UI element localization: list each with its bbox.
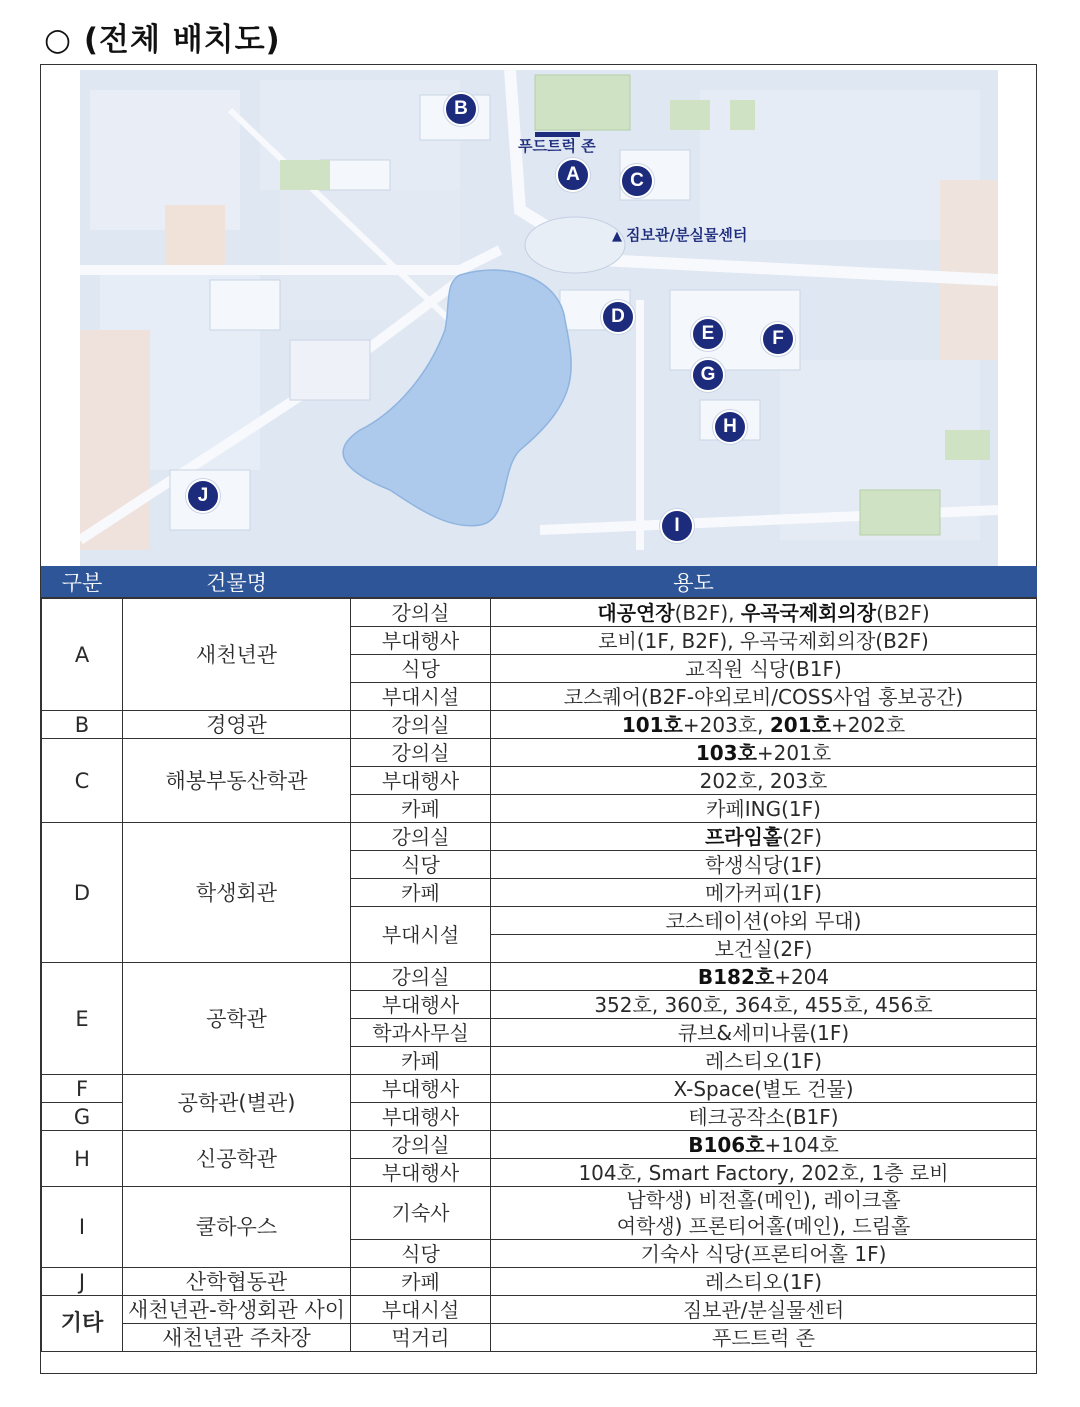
usage-cell: 푸드트럭 존 (491, 1324, 1037, 1352)
map-label-storage-text: 짐보관/분실물센터 (626, 226, 748, 244)
type-cell: 먹거리 (351, 1324, 491, 1352)
table-row (42, 739, 1037, 767)
usage-cell: 104호, Smart Factory, 202호, 1층 로비 (491, 1159, 1037, 1187)
code-cell: 기타 (42, 1296, 123, 1352)
usage-cell: 테크공작소(B1F) (491, 1103, 1037, 1131)
table-row (42, 1131, 1037, 1159)
pin-icon: ▲ (612, 229, 622, 244)
table-row (42, 711, 1037, 739)
building-cell: 경영관 (123, 711, 351, 739)
map-marker-h: H (713, 410, 747, 444)
building-cell: 공학관(별관) (123, 1075, 351, 1131)
usage-cell: B106호+104호 (491, 1131, 1037, 1159)
code-cell: J (42, 1268, 123, 1296)
type-cell: 카페 (351, 1047, 491, 1075)
type-cell: 강의실 (351, 711, 491, 739)
type-cell: 부대행사 (351, 767, 491, 795)
usage-cell: 짐보관/분실물센터 (491, 1296, 1037, 1324)
header-usage: 용도 (351, 567, 1037, 599)
map-marker-b: B (444, 92, 478, 126)
map-marker-d: D (601, 300, 635, 334)
type-cell: 학과사무실 (351, 1019, 491, 1047)
map-label-storage (612, 224, 747, 245)
building-cell: 공학관 (123, 963, 351, 1075)
type-cell: 부대시설 (351, 683, 491, 711)
map-label-foodtruck: 푸드트럭 존 (518, 137, 596, 155)
map-marker-c: C (620, 164, 654, 198)
code-cell: B (42, 711, 123, 739)
building-cell: 학생회관 (123, 823, 351, 963)
type-cell: 강의실 (351, 598, 491, 627)
table-header-row (42, 567, 1037, 599)
usage-cell: B182호+204 (491, 963, 1037, 991)
type-cell: 부대행사 (351, 1103, 491, 1131)
building-cell: 해봉부동산학관 (123, 739, 351, 823)
type-cell: 강의실 (351, 739, 491, 767)
usage-cell: 352호, 360호, 364호, 455호, 456호 (491, 991, 1037, 1019)
usage-cell: 큐브&세미나룸(1F) (491, 1019, 1037, 1047)
building-cell: 산학협동관 (123, 1268, 351, 1296)
usage-cell: 101호+203호, 201호+202호 (491, 711, 1037, 739)
header-building: 건물명 (123, 567, 351, 599)
building-cell: 새천년관 주차장 (123, 1324, 351, 1352)
type-cell: 부대행사 (351, 627, 491, 655)
type-cell: 기숙사 (351, 1187, 491, 1240)
building-cell: 쿨하우스 (123, 1187, 351, 1268)
type-cell: 강의실 (351, 1131, 491, 1159)
type-cell: 부대행사 (351, 1075, 491, 1103)
building-usage-table (41, 566, 1037, 1352)
usage-cell: 교직원 식당(B1F) (491, 655, 1037, 683)
table-row (42, 1296, 1037, 1324)
usage-cell: 보건실(2F) (491, 935, 1037, 963)
building-cell: 신공학관 (123, 1131, 351, 1187)
table-row (42, 598, 1037, 627)
code-cell: C (42, 739, 123, 823)
usage-cell: 코스테이션(야외 무대) (491, 907, 1037, 935)
code-cell: H (42, 1131, 123, 1187)
map-marker-f: F (761, 322, 795, 356)
usage-cell: 메가커피(1F) (491, 879, 1037, 907)
type-cell: 부대시설 (351, 907, 491, 963)
type-cell: 강의실 (351, 963, 491, 991)
usage-cell: 레스티오(1F) (491, 1268, 1037, 1296)
building-cell: 새천년관-학생회관 사이 (123, 1296, 351, 1324)
table-row (42, 963, 1037, 991)
usage-cell: 103호+201호 (491, 739, 1037, 767)
code-cell: F (42, 1075, 123, 1103)
usage-cell: 202호, 203호 (491, 767, 1037, 795)
type-cell: 식당 (351, 655, 491, 683)
table-row (42, 1324, 1037, 1352)
code-cell: E (42, 963, 123, 1075)
table-row (42, 1268, 1037, 1296)
type-cell: 부대행사 (351, 1159, 491, 1187)
code-cell: G (42, 1103, 123, 1131)
type-cell: 부대행사 (351, 991, 491, 1019)
type-cell: 부대시설 (351, 1296, 491, 1324)
type-cell: 카페 (351, 879, 491, 907)
type-cell: 카페 (351, 795, 491, 823)
code-cell: A (42, 598, 123, 711)
map-marker-i: I (660, 509, 694, 543)
table-row (42, 1075, 1037, 1103)
usage-cell: X-Space(별도 건물) (491, 1075, 1037, 1103)
usage-cell: 대공연장(B2F), 우곡국제회의장(B2F) (491, 598, 1037, 627)
campus-map (80, 70, 998, 566)
usage-cell: 로비(1F, B2F), 우곡국제회의장(B2F) (491, 627, 1037, 655)
usage-cell: 레스티오(1F) (491, 1047, 1037, 1075)
header-category: 구분 (42, 567, 123, 599)
usage-cell: 카페ING(1F) (491, 795, 1037, 823)
map-marker-a: A (556, 158, 590, 192)
usage-cell: 코스퀘어(B2F-야외로비/COSS사업 홍보공간) (491, 683, 1037, 711)
type-cell: 강의실 (351, 823, 491, 851)
map-marker-j: J (186, 479, 220, 513)
table-row (42, 1187, 1037, 1240)
page-title: ○ (전체 배치도) (44, 22, 281, 58)
usage-cell: 학생식당(1F) (491, 851, 1037, 879)
table-row (42, 823, 1037, 851)
code-cell: D (42, 823, 123, 963)
type-cell: 식당 (351, 851, 491, 879)
usage-cell: 남학생) 비전홀(메인), 레이크홀 여학생) 프론티어홀(메인), 드림홀 (491, 1187, 1037, 1240)
usage-cell: 프라임홀(2F) (491, 823, 1037, 851)
building-cell: 새천년관 (123, 598, 351, 711)
usage-cell: 기숙사 식당(프론티어홀 1F) (491, 1240, 1037, 1268)
map-marker-g: G (691, 358, 725, 392)
code-cell: I (42, 1187, 123, 1268)
type-cell: 식당 (351, 1240, 491, 1268)
type-cell: 카페 (351, 1268, 491, 1296)
map-marker-e: E (691, 317, 725, 351)
